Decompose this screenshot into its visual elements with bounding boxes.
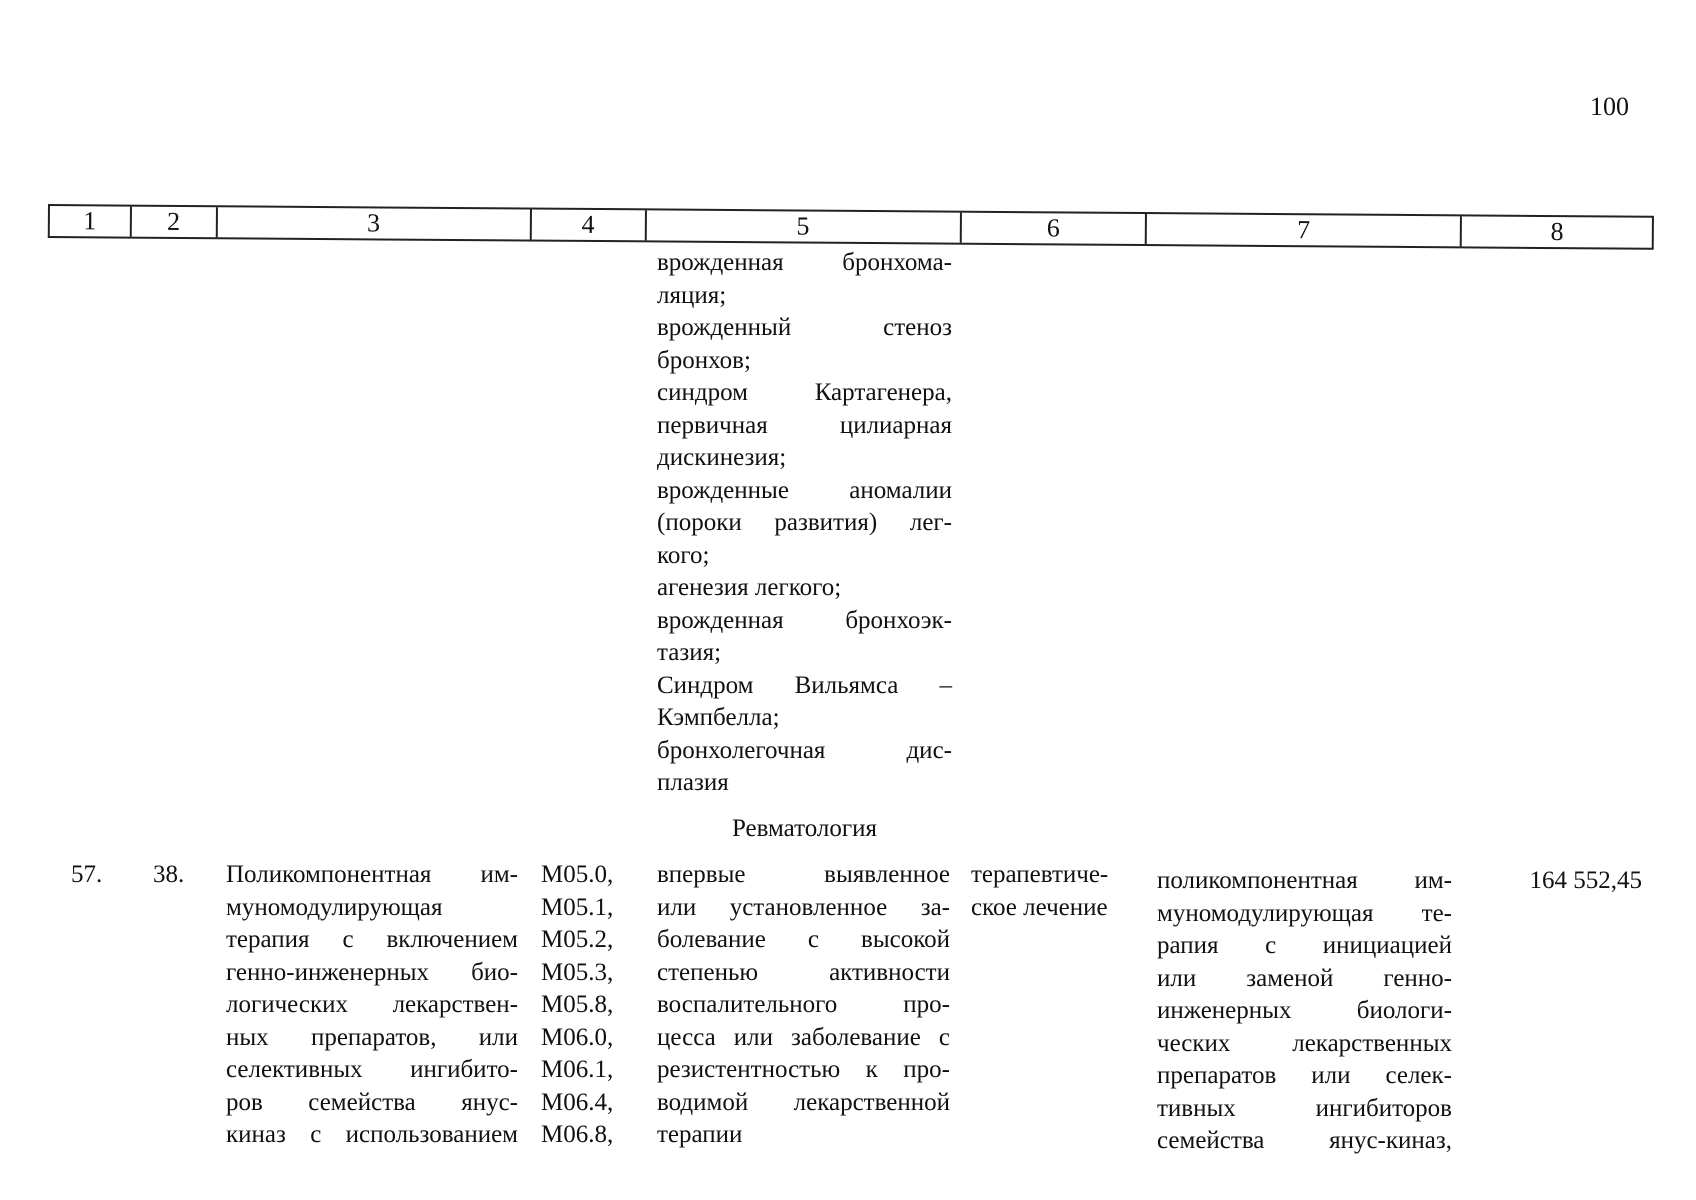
text-line: синдром Картагенера,	[657, 379, 952, 406]
text-line: муномодулирующая те-	[1157, 899, 1452, 927]
text-line: первичная цилиарная	[657, 411, 952, 439]
text-line: кого;	[657, 541, 710, 569]
text-line: препаратов или селек-	[1157, 1062, 1452, 1089]
text-line: муномодулирующая	[226, 893, 443, 921]
text-line: болевание с высокой	[657, 926, 950, 953]
text-line: бронхолегочная дис-	[657, 736, 952, 764]
text-line: Кэмпбелла;	[657, 704, 780, 731]
text-line: тивных ингибиторов	[1157, 1094, 1452, 1122]
text-line: терапевтиче-	[971, 861, 1109, 888]
header-cell-1: 1	[50, 206, 132, 237]
text-line: Поликомпонентная им-	[226, 861, 518, 888]
text-line: терапия с включением	[226, 926, 518, 953]
text-line: M06.4,	[541, 1088, 614, 1116]
text-line: M05.0,	[541, 861, 614, 888]
header-cell-7: 7	[1147, 214, 1462, 246]
text-line: цесса или заболевание с	[657, 1023, 950, 1051]
text-line: воспалительного про-	[657, 991, 950, 1018]
group-number: 38.	[153, 861, 185, 888]
text-line: M06.0,	[541, 1023, 614, 1051]
text-line: впервые выявленное	[657, 861, 950, 888]
header-cell-8: 8	[1550, 217, 1564, 247]
text-line: ское лечение	[971, 893, 1108, 921]
text-line: M06.1,	[541, 1056, 614, 1083]
text-line: ных препаратов, или	[226, 1023, 518, 1051]
text-line: тазия;	[657, 639, 722, 666]
text-line: рапия с инициацией	[1157, 932, 1452, 959]
text-line: врожденные аномалии	[657, 476, 952, 504]
continuation-diagnoses-cell	[657, 247, 952, 800]
text-line: агенезия легкого;	[657, 574, 842, 601]
text-line: семейства янус-киназ,	[1157, 1127, 1452, 1154]
page-number: 100	[1590, 92, 1629, 121]
text-line: M05.1,	[541, 893, 614, 921]
text-line: степенью активности	[657, 958, 950, 986]
cost-cell: 164 552,45	[1529, 867, 1642, 894]
text-line: плазия	[657, 769, 729, 796]
column-number-header	[48, 204, 1654, 250]
text-line: M05.2,	[541, 926, 614, 953]
text-line: инженерных биологи-	[1157, 997, 1452, 1024]
header-cell-6: 6	[961, 213, 1147, 244]
text-line: врожденный стеноз	[657, 314, 952, 341]
treatment-method-cell	[1157, 865, 1452, 1158]
care-type-cell	[226, 859, 518, 1152]
text-line: (пороки развития) лег-	[657, 509, 952, 536]
text-line: ров семейства янус-	[226, 1088, 518, 1116]
header-cell-4: 4	[532, 210, 647, 241]
text-line: Синдром Вильямса –	[657, 671, 952, 699]
text-line: резистентностью к про-	[657, 1056, 950, 1083]
text-line: или установленное за-	[657, 893, 950, 921]
header-cell-3: 3	[217, 207, 531, 239]
text-line: логических лекарствен-	[226, 991, 518, 1018]
text-line: ческих лекарственных	[1157, 1029, 1452, 1057]
header-cell-5: 5	[646, 210, 961, 242]
text-line: терапии	[657, 1121, 743, 1148]
text-line: генно-инженерных био-	[226, 958, 518, 986]
patient-model-cell	[657, 859, 950, 1152]
treatment-type-cell	[971, 859, 1131, 924]
text-line: поликомпонентная им-	[1157, 867, 1452, 894]
text-line: дискинезия;	[657, 444, 787, 471]
header-cell-2: 2	[132, 207, 218, 238]
row-number: 57.	[71, 861, 103, 888]
text-line: M06.8,	[541, 1121, 614, 1148]
text-line: врожденная бронхоэк-	[657, 606, 952, 634]
icd-codes-cell	[541, 859, 625, 1152]
text-line: киназ с использованием	[226, 1121, 518, 1148]
text-line: ляция;	[657, 281, 727, 309]
text-line: водимой лекарственной	[657, 1088, 950, 1116]
text-line: бронхов;	[657, 346, 751, 374]
section-title: Ревматология	[731, 815, 878, 842]
text-line: M05.3,	[541, 958, 614, 986]
text-line: или заменой генно-	[1157, 964, 1452, 992]
text-line: M05.8,	[541, 991, 614, 1018]
text-line: врожденная бронхома-	[657, 249, 952, 276]
text-line: селективных ингибито-	[226, 1056, 518, 1083]
